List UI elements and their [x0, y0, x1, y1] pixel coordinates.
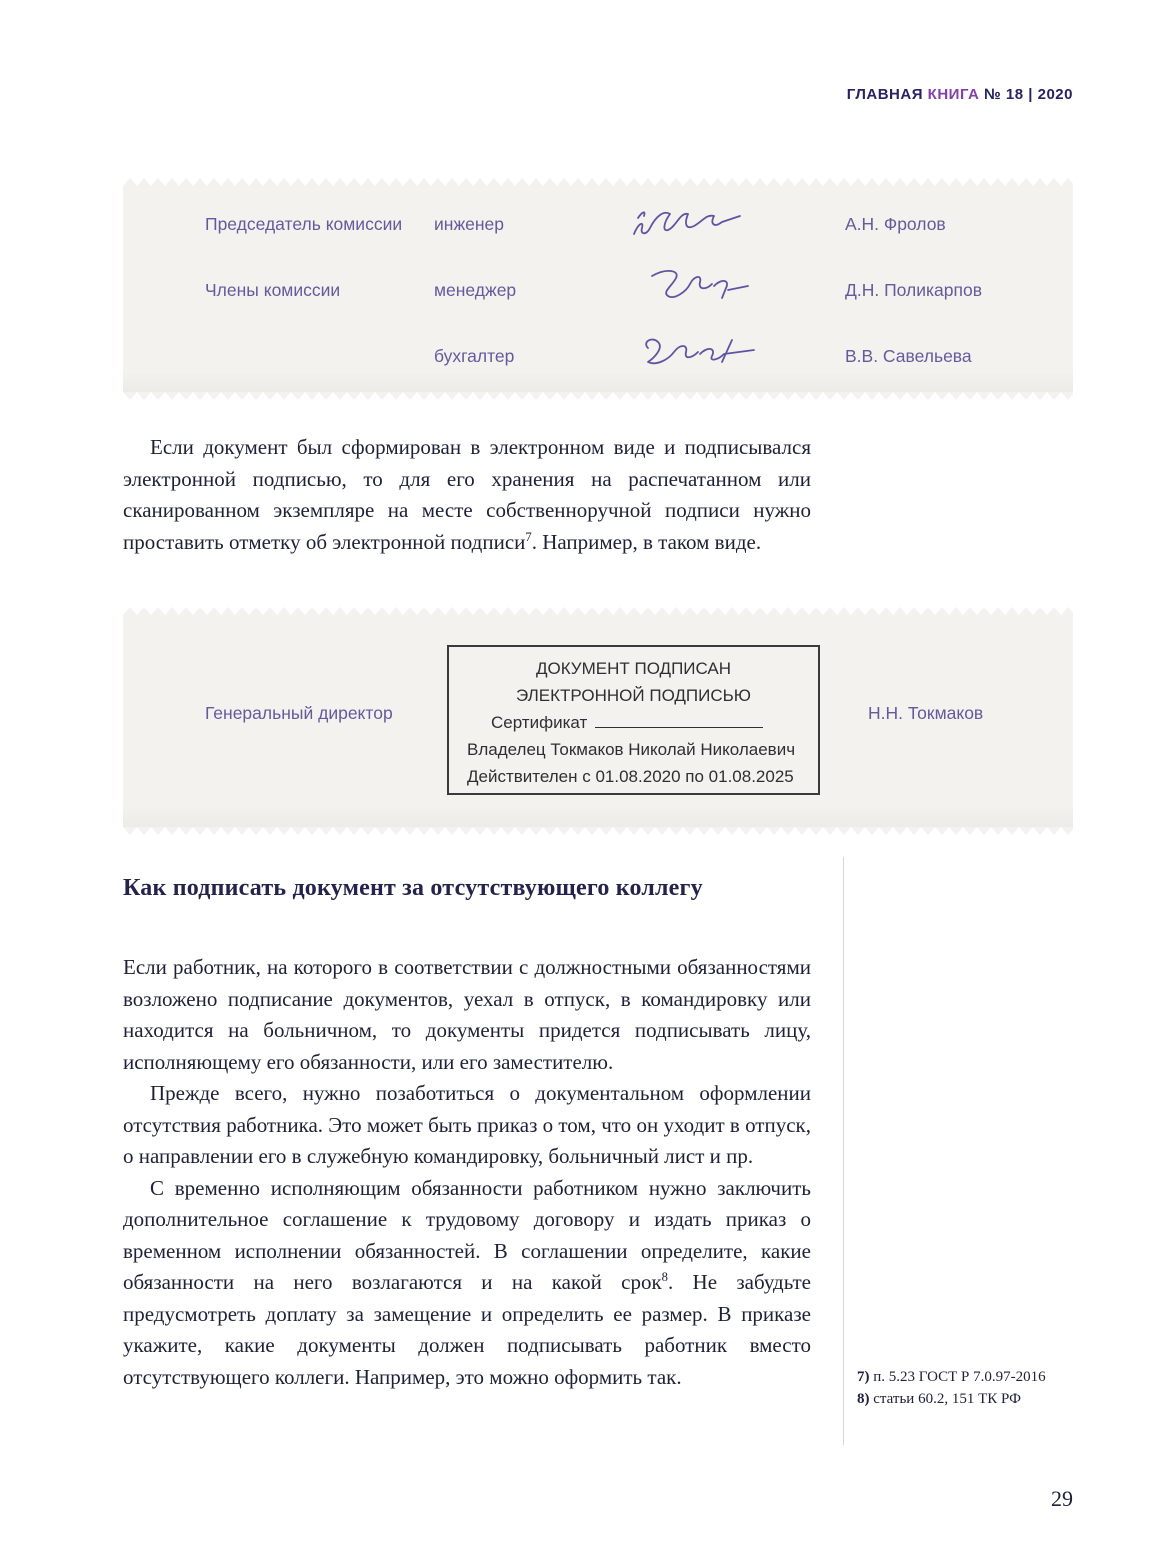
para3-text-after: . Не забудьте предусмотреть доплату за замещение и определить ее размер. В приказе укажите, какие документы должен подписывать работник вместо отсутствующего коллеги. Например, это можно оформить так. [123, 1270, 811, 1389]
stamp-certificate-line [449, 709, 818, 736]
director-name: Н.Н. Токмаков [868, 703, 984, 723]
row-role: Члены комиссии [205, 280, 341, 300]
footnote-text: статьи 60.2, 151 ТК РФ [873, 1391, 1021, 1407]
commission-sample-block [123, 178, 1073, 400]
footnote-8 [857, 1388, 1073, 1410]
stamp-owner-line: Владелец Токмаков Николай Николаевич [467, 740, 796, 759]
certificate-label: Сертификат [491, 713, 588, 732]
section-heading: Как подписать документ за отсутствующего коллегу [123, 875, 703, 901]
row-position: бухгалтер [434, 346, 515, 366]
body-paragraph-2: Прежде всего, нужно позаботиться о документальном оформлении отсутствия работника. Это может быть приказ о том, что он уходит в отпуск, о направлении его в служебную командировку, больничный лист и пр. [123, 1081, 811, 1168]
body-paragraph-3 [123, 1173, 811, 1394]
brand-accent: КНИГА [927, 86, 980, 103]
row-position: инженер [434, 214, 505, 234]
certificate-blank-line [595, 710, 763, 728]
intro-text: Если документ был сформирован в электронном виде и подписывался электронной подписью, то для его хранения на распечатанном или сканированном экземпляре на месте собственноручной подписи нужно проставить отметку об электронной подписи [123, 435, 811, 554]
footnote-marker: 8) [857, 1391, 870, 1407]
signature-frolov-icon [628, 200, 748, 248]
esign-sample-block [123, 607, 1073, 835]
director-label: Генеральный директор [205, 703, 393, 723]
para3-text: С временно исполняющим обязанности работником нужно заключить дополнительное соглашение к трудовому договору и издать приказ о временном исполнении обязанностей. В соглашении определите, какие обязанности на него возлагаются и на какой срок [123, 1175, 811, 1294]
stamp-validity-line: Действителен с 01.08.2020 по 01.08.2025 [467, 767, 794, 786]
torn-edge-top [123, 607, 1073, 615]
row-name: В.В. Савельева [845, 346, 972, 366]
footnote-ref-7: 7 [525, 529, 532, 544]
esign-sample-body [123, 615, 1073, 827]
row-role: Председатель комиссии [205, 214, 403, 234]
commission-sample-body [123, 186, 1073, 392]
footnotes [857, 1366, 1073, 1410]
brand-main: ГЛАВНАЯ [846, 86, 923, 103]
torn-edge-bottom [123, 392, 1073, 400]
section-body [123, 952, 811, 1393]
column-divider [843, 857, 844, 1445]
intro-text-after: . Например, в таком виде. [531, 529, 762, 554]
row-name: Д.Н. Поликарпов [845, 280, 983, 300]
row-name: А.Н. Фролов [845, 214, 946, 234]
intro-paragraph [123, 432, 811, 558]
torn-edge-bottom [123, 827, 1073, 835]
page-header [847, 86, 1073, 103]
footnote-ref-8: 8 [661, 1270, 668, 1284]
stamp-title-line1: ДОКУМЕНТ ПОДПИСАН [535, 659, 732, 678]
issue-number: № 18 | 2020 [984, 86, 1073, 103]
footnote-marker: 7) [857, 1369, 870, 1385]
esign-stamp [447, 645, 820, 795]
stamp-title-line2: ЭЛЕКТРОННОЙ ПОДПИСЬЮ [516, 686, 751, 705]
body-paragraph-1: Если работник, на которого в соответствии с должностными обязанностями возложено подписание документов, уехал в отпуск, в командировку или находится на больничном, то документы придется подписывать лицу, исполняющему его обязанности, или его заместителю. [123, 955, 811, 1074]
page-number: 29 [1051, 1486, 1073, 1511]
torn-edge-top [123, 178, 1073, 186]
signature-savelyeva-icon [632, 332, 762, 378]
signature-polikarpov-icon [642, 262, 752, 314]
row-position: менеджер [434, 280, 517, 300]
footnote-7 [857, 1366, 1073, 1388]
footnote-text: п. 5.23 ГОСТ Р 7.0.97-2016 [873, 1369, 1046, 1385]
